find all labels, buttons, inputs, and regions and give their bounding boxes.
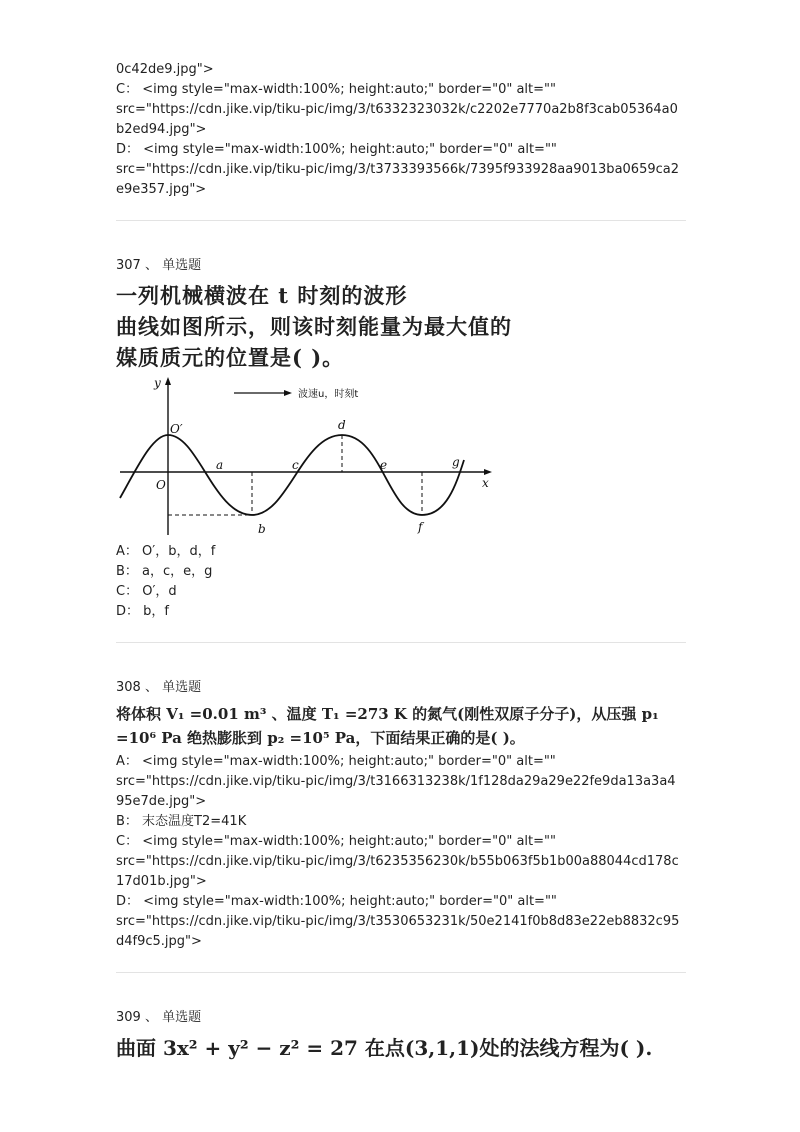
option-d-line[interactable]: D： <img style="max-width:100%; height:auto;" border="0" alt=""	[116, 894, 557, 909]
question-306-tail	[116, 60, 686, 200]
options	[116, 752, 686, 952]
point-label-d: d	[338, 418, 346, 432]
option-c-src-end: 17d01b.jpg">	[116, 874, 207, 889]
point-label-g: g	[452, 455, 460, 469]
question-stem	[116, 1034, 686, 1062]
option-b[interactable]: B： 末态温度T2=41K	[116, 814, 247, 829]
option-a-line[interactable]: A： <img style="max-width:100%; height:auto;" border="0" alt=""	[116, 754, 556, 769]
point-label-f: f	[418, 520, 423, 534]
x-axis-arrow	[484, 469, 492, 475]
option-c-src: src="https://cdn.jike.vip/tiku-pic/img/3/t6332323032k/c2202e7770a2b8f3cab05364a0	[116, 102, 678, 117]
point-label-b: b	[258, 522, 266, 536]
options	[116, 542, 686, 622]
option-c-line[interactable]: C： <img style="max-width:100%; height:auto;" border="0" alt=""	[116, 834, 556, 849]
option-c-src-end: b2ed94.jpg">	[116, 122, 207, 137]
wave-figure	[116, 375, 496, 540]
question-header: 309 、 单选题	[116, 1010, 202, 1025]
stem-line: 一列机械横波在 t 时刻的波形	[116, 283, 408, 308]
wave-curve	[120, 435, 464, 515]
wave-direction-arrow-head	[284, 390, 292, 396]
point-label-a: a	[216, 458, 224, 472]
point-label-o-prime: O′	[170, 422, 183, 436]
question-stem	[116, 280, 686, 373]
option-a-src: src="https://cdn.jike.vip/tiku-pic/img/3/t3166313238k/1f128da29a29e22fe9da13a3a4	[116, 774, 676, 789]
option-a-src-end: 95e7de.jpg">	[116, 794, 207, 809]
x-axis-label: x	[482, 476, 489, 490]
stem-line: 曲面 3x² + y² − z² = 27 在点(3,1,1)处的法线方程为( ).	[116, 1036, 653, 1060]
question-list	[116, 60, 686, 1062]
option-d-line: D： <img style="max-width:100%; height:auto;" border="0" alt=""	[116, 142, 557, 157]
question-308	[116, 678, 686, 952]
question-stem	[116, 702, 686, 750]
origin-label: O	[156, 478, 166, 492]
option-d-src: src="https://cdn.jike.vip/tiku-pic/img/3/t3530653231k/50e2141f0b8d83e22eb8832c95	[116, 914, 680, 929]
stem-line: 将体积 V₁ =0.01 m³ 、温度 T₁ =273 K 的氮气(刚性双原子分子)，从压强 p₁	[116, 705, 659, 723]
question-header: 307 、 单选题	[116, 258, 202, 273]
option-d-src: src="https://cdn.jike.vip/tiku-pic/img/3/t3733393566k/7395f933928aa9013ba0659ca2	[116, 162, 679, 177]
question-header: 308 、 单选题	[116, 680, 202, 695]
option-d-src-end: d4f9c5.jpg">	[116, 934, 202, 949]
option-b[interactable]: B： a，c，e，g	[116, 564, 213, 579]
question-divider	[116, 972, 686, 973]
option-text: 0c42de9.jpg">	[116, 62, 214, 77]
y-axis-arrow	[165, 377, 171, 385]
question-309	[116, 1008, 686, 1062]
option-d-src-end: e9e357.jpg">	[116, 182, 207, 197]
point-label-c: c	[292, 458, 299, 472]
option-c-src: src="https://cdn.jike.vip/tiku-pic/img/3/t6235356230k/b55b063f5b1b00a88044cd178c	[116, 854, 679, 869]
question-divider	[116, 220, 686, 221]
option-d[interactable]: D： b，f	[116, 604, 169, 619]
point-label-e: e	[380, 458, 388, 472]
wave-speed-label: 波速u，时刻t	[298, 389, 359, 400]
stem-line: =10⁶ Pa 绝热膨胀到 p₂ =10⁵ Pa，下面结果正确的是( )。	[116, 729, 525, 747]
option-c[interactable]: C： O′，d	[116, 584, 177, 599]
option-a[interactable]: A： O′，b，d，f	[116, 544, 216, 559]
question-divider	[116, 642, 686, 643]
stem-line: 曲线如图所示，则该时刻能量为最大值的	[116, 314, 512, 339]
y-axis-label: y	[154, 376, 161, 390]
stem-line: 媒质质元的位置是( )。	[116, 345, 345, 370]
question-307	[116, 256, 686, 622]
option-c-line: C： <img style="max-width:100%; height:auto;" border="0" alt=""	[116, 82, 556, 97]
